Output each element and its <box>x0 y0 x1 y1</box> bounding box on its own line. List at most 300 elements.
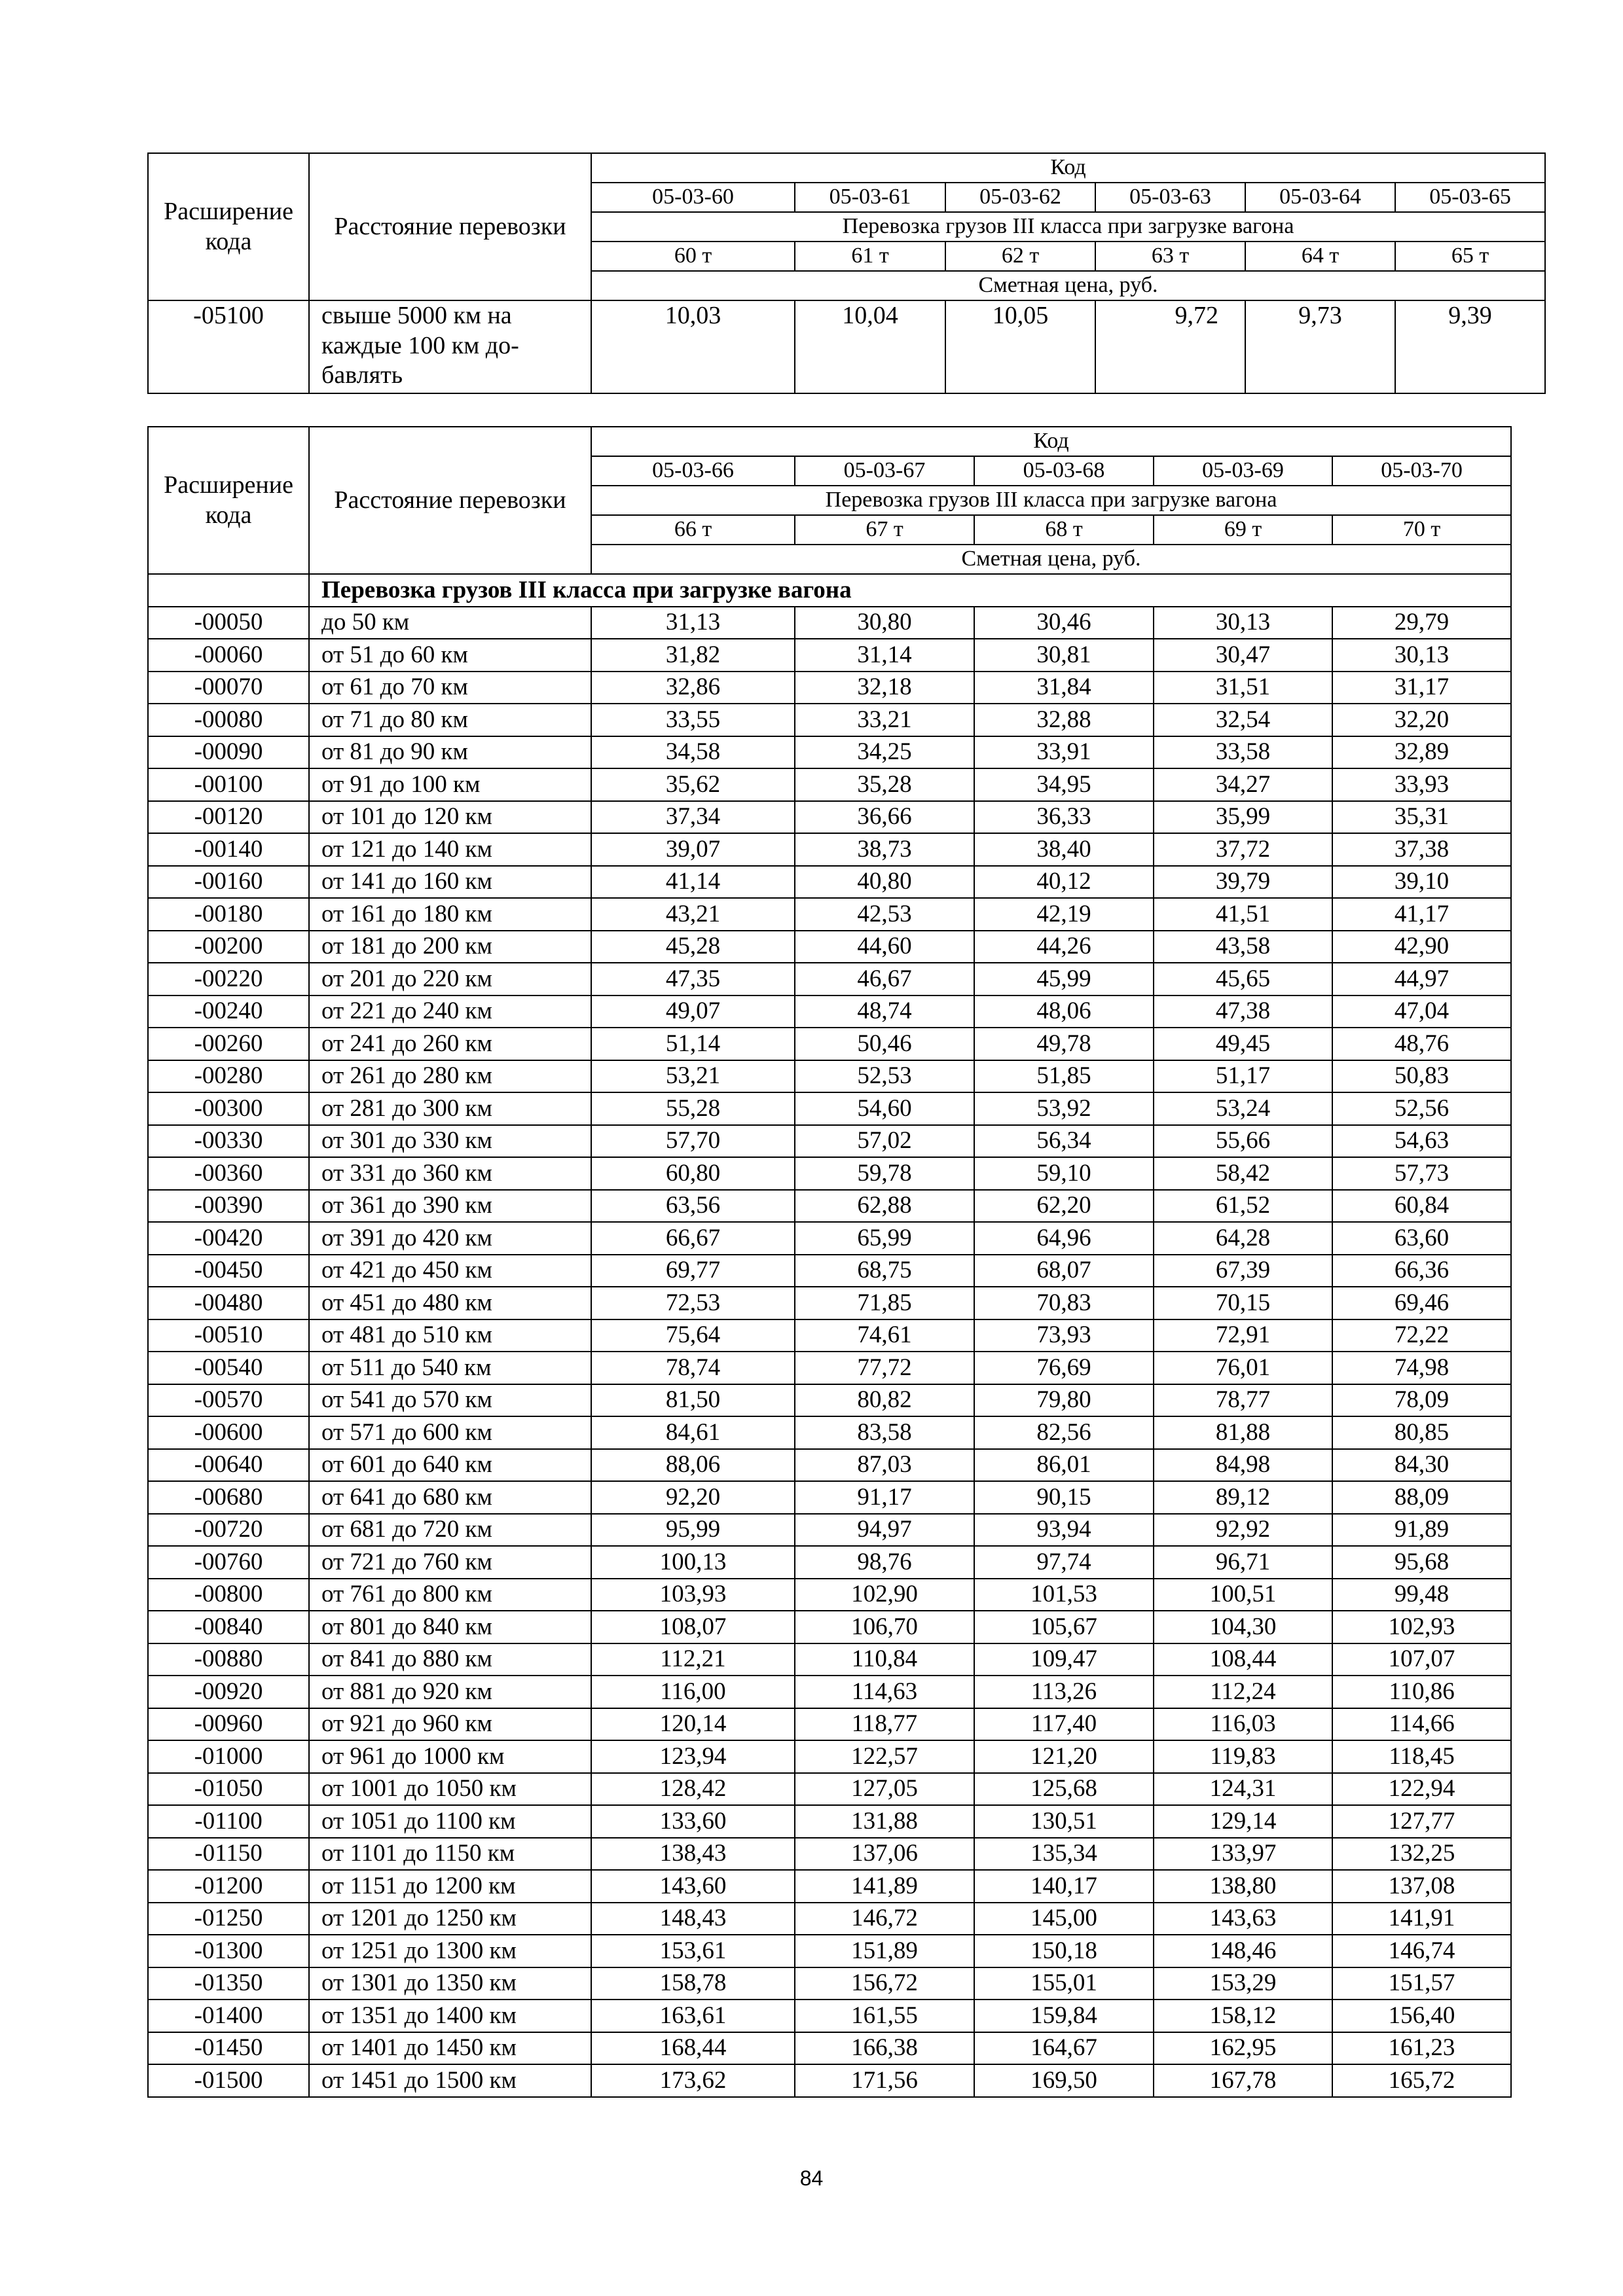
ext-cell: -00200 <box>148 931 309 963</box>
value-cell: 30,80 <box>795 607 974 639</box>
table-row <box>148 1060 1511 1093</box>
value-cell: 108,44 <box>1154 1643 1332 1676</box>
value-cell: 51,17 <box>1154 1060 1332 1093</box>
value-cell: 94,97 <box>795 1514 974 1547</box>
table-row <box>148 866 1511 899</box>
value-cell: 47,38 <box>1154 996 1332 1028</box>
value-cell: 84,61 <box>591 1416 795 1449</box>
header-ext-code: Расширение кода <box>148 153 309 300</box>
value-cell: 59,10 <box>974 1157 1154 1190</box>
value-cell: 37,34 <box>591 801 795 834</box>
table-row <box>148 1611 1511 1643</box>
value-cell: 116,03 <box>1154 1708 1332 1741</box>
ext-cell: -01400 <box>148 2000 309 2032</box>
table-row <box>148 1481 1511 1514</box>
table-row <box>148 1579 1511 1611</box>
value-cell: 137,08 <box>1332 1870 1511 1903</box>
value-cell: 102,90 <box>795 1579 974 1611</box>
value-cell: 81,50 <box>591 1384 795 1417</box>
value-cell: 44,60 <box>795 931 974 963</box>
ext-cell: -00220 <box>148 963 309 996</box>
value-cell: 153,29 <box>1154 1967 1332 2000</box>
header-transport: Перевозка грузов III класса при загрузке вагона <box>591 486 1511 515</box>
value-cell: 108,07 <box>591 1611 795 1643</box>
value-cell: 33,93 <box>1332 768 1511 801</box>
value-cell: 68,75 <box>795 1255 974 1287</box>
value-cell: 112,21 <box>591 1643 795 1676</box>
value-cell: 57,73 <box>1332 1157 1511 1190</box>
value-cell: 36,33 <box>974 801 1154 834</box>
value-cell: 68,07 <box>974 1255 1154 1287</box>
value-cell: 82,56 <box>974 1416 1154 1449</box>
value-cell: 98,76 <box>795 1546 974 1579</box>
value-cell: 67,39 <box>1154 1255 1332 1287</box>
code-cell: 05-03-66 <box>591 456 795 486</box>
table-row <box>148 1222 1511 1255</box>
section-empty-cell <box>148 574 309 607</box>
value-cell: 37,38 <box>1332 833 1511 866</box>
ext-cell: -00390 <box>148 1190 309 1223</box>
table-row <box>148 1287 1511 1319</box>
value-cell: 34,95 <box>974 768 1154 801</box>
value-cell: 69,77 <box>591 1255 795 1287</box>
table-row <box>148 898 1511 931</box>
table-row <box>148 996 1511 1028</box>
table-row <box>148 1125 1511 1158</box>
table-row <box>148 1805 1511 1838</box>
value-cell: 39,10 <box>1332 866 1511 899</box>
distance-cell: от 421 до 450 км <box>309 1255 591 1287</box>
value-cell: 38,40 <box>974 833 1154 866</box>
distance-cell: свыше 5000 км на каждые 100 км до-бавлять <box>309 300 591 393</box>
table-row <box>148 768 1511 801</box>
distance-cell: от 261 до 280 км <box>309 1060 591 1093</box>
value-cell: 121,20 <box>974 1740 1154 1773</box>
value-cell: 123,94 <box>591 1740 795 1773</box>
ext-cell: -01100 <box>148 1805 309 1838</box>
value-cell: 171,56 <box>795 2064 974 2097</box>
table-row <box>148 1967 1511 2000</box>
distance-cell: от 281 до 300 км <box>309 1092 591 1125</box>
value-cell: 88,09 <box>1332 1481 1511 1514</box>
ext-cell: -01150 <box>148 1838 309 1871</box>
value-cell: 150,18 <box>974 1935 1154 1967</box>
value-cell: 35,99 <box>1154 801 1332 834</box>
distance-cell: от 241 до 260 км <box>309 1028 591 1060</box>
value-cell: 76,69 <box>974 1352 1154 1384</box>
value-cell: 53,21 <box>591 1060 795 1093</box>
value-cell: 102,93 <box>1332 1611 1511 1643</box>
value-cell: 48,06 <box>974 996 1154 1028</box>
table-row <box>148 1870 1511 1903</box>
table-row <box>148 1676 1511 1708</box>
ext-cell: -00330 <box>148 1125 309 1158</box>
ext-cell: -00570 <box>148 1384 309 1417</box>
code-cell: 05-03-70 <box>1332 456 1511 486</box>
ext-cell: -00920 <box>148 1676 309 1708</box>
table-row <box>148 801 1511 834</box>
value-cell: 78,77 <box>1154 1384 1332 1417</box>
value-cell: 114,66 <box>1332 1708 1511 1741</box>
value-cell: 95,68 <box>1332 1546 1511 1579</box>
value-cell: 71,85 <box>795 1287 974 1319</box>
distance-cell: от 121 до 140 км <box>309 833 591 866</box>
value-cell: 55,28 <box>591 1092 795 1125</box>
table-row <box>148 672 1511 704</box>
value-cell: 46,67 <box>795 963 974 996</box>
value-cell: 34,27 <box>1154 768 1332 801</box>
value-cell: 118,45 <box>1332 1740 1511 1773</box>
header-code: Код <box>591 153 1545 183</box>
value-cell: 92,20 <box>591 1481 795 1514</box>
value-cell: 156,72 <box>795 1967 974 2000</box>
distance-cell: от 201 до 220 км <box>309 963 591 996</box>
value-cell: 35,28 <box>795 768 974 801</box>
value-cell: 63,56 <box>591 1190 795 1223</box>
load-cell: 62 т <box>945 242 1095 271</box>
ext-cell: -00450 <box>148 1255 309 1287</box>
value-cell: 74,61 <box>795 1319 974 1352</box>
table-row <box>148 1773 1511 1806</box>
value-cell: 29,79 <box>1332 607 1511 639</box>
load-cell: 64 т <box>1245 242 1395 271</box>
code-cell: 05-03-65 <box>1395 183 1545 212</box>
value-cell: 117,40 <box>974 1708 1154 1741</box>
value-cell: 109,47 <box>974 1643 1154 1676</box>
value-cell: 127,05 <box>795 1773 974 1806</box>
value-cell: 70,83 <box>974 1287 1154 1319</box>
ext-cell: -00260 <box>148 1028 309 1060</box>
value-cell: 30,47 <box>1154 639 1332 672</box>
value-cell: 43,58 <box>1154 931 1332 963</box>
ext-cell: -01300 <box>148 1935 309 1967</box>
value-cell: 119,83 <box>1154 1740 1332 1773</box>
section-row <box>148 574 1511 607</box>
value-cell: 112,24 <box>1154 1676 1332 1708</box>
distance-cell: от 141 до 160 км <box>309 866 591 899</box>
value-cell: 101,53 <box>974 1579 1154 1611</box>
header-transport: Перевозка грузов III класса при загрузке вагона <box>591 212 1545 242</box>
value-cell: 47,35 <box>591 963 795 996</box>
code-cell: 05-03-60 <box>591 183 795 212</box>
code-cell: 05-03-68 <box>974 456 1154 486</box>
load-cell: 61 т <box>795 242 945 271</box>
value-cell: 10,05 <box>945 300 1095 393</box>
value-cell: 31,51 <box>1154 672 1332 704</box>
value-cell: 156,40 <box>1332 2000 1511 2032</box>
price-table-2 <box>147 426 1512 2098</box>
value-cell: 78,09 <box>1332 1384 1511 1417</box>
value-cell: 153,61 <box>591 1935 795 1967</box>
ext-cell: -00720 <box>148 1514 309 1547</box>
value-cell: 49,07 <box>591 996 795 1028</box>
table-body <box>148 607 1511 2097</box>
value-cell: 75,64 <box>591 1319 795 1352</box>
ext-cell: -00600 <box>148 1416 309 1449</box>
value-cell: 103,93 <box>591 1579 795 1611</box>
distance-cell: от 961 до 1000 км <box>309 1740 591 1773</box>
value-cell: 145,00 <box>974 1903 1154 1935</box>
value-cell: 137,06 <box>795 1838 974 1871</box>
ext-cell: -00090 <box>148 736 309 769</box>
distance-cell: от 331 до 360 км <box>309 1157 591 1190</box>
distance-cell: от 1201 до 1250 км <box>309 1903 591 1935</box>
distance-cell: от 511 до 540 км <box>309 1352 591 1384</box>
value-cell: 53,24 <box>1154 1092 1332 1125</box>
value-cell: 62,20 <box>974 1190 1154 1223</box>
ext-cell: -00050 <box>148 607 309 639</box>
value-cell: 133,97 <box>1154 1838 1332 1871</box>
distance-cell: от 391 до 420 км <box>309 1222 591 1255</box>
value-cell: 158,78 <box>591 1967 795 2000</box>
value-cell: 69,46 <box>1332 1287 1511 1319</box>
value-cell: 141,89 <box>795 1870 974 1903</box>
value-cell: 61,52 <box>1154 1190 1332 1223</box>
value-cell: 30,81 <box>974 639 1154 672</box>
value-cell: 143,63 <box>1154 1903 1332 1935</box>
value-cell: 113,26 <box>974 1676 1154 1708</box>
table-row <box>148 1740 1511 1773</box>
value-cell: 51,14 <box>591 1028 795 1060</box>
value-cell: 9,39 <box>1395 300 1545 393</box>
value-cell: 131,88 <box>795 1805 974 1838</box>
value-cell: 148,46 <box>1154 1935 1332 1967</box>
value-cell: 10,03 <box>591 300 795 393</box>
ext-cell: -01000 <box>148 1740 309 1773</box>
value-cell: 143,60 <box>591 1870 795 1903</box>
table-row <box>148 931 1511 963</box>
value-cell: 95,99 <box>591 1514 795 1547</box>
distance-cell: от 1251 до 1300 км <box>309 1935 591 1967</box>
value-cell: 128,42 <box>591 1773 795 1806</box>
ext-cell: -00510 <box>148 1319 309 1352</box>
distance-cell: от 161 до 180 км <box>309 898 591 931</box>
value-cell: 151,89 <box>795 1935 974 1967</box>
distance-cell: от 1401 до 1450 км <box>309 2032 591 2065</box>
table-row <box>148 1255 1511 1287</box>
value-cell: 118,77 <box>795 1708 974 1741</box>
distance-cell: от 571 до 600 км <box>309 1416 591 1449</box>
ext-cell: -01200 <box>148 1870 309 1903</box>
ext-cell: -00800 <box>148 1579 309 1611</box>
ext-cell: -00280 <box>148 1060 309 1093</box>
value-cell: 70,15 <box>1154 1287 1332 1319</box>
value-cell: 49,45 <box>1154 1028 1332 1060</box>
value-cell: 42,53 <box>795 898 974 931</box>
ext-cell: -00160 <box>148 866 309 899</box>
value-cell: 114,63 <box>795 1676 974 1708</box>
value-cell: 151,57 <box>1332 1967 1511 2000</box>
value-cell: 166,38 <box>795 2032 974 2065</box>
value-cell: 80,85 <box>1332 1416 1511 1449</box>
value-cell: 162,95 <box>1154 2032 1332 2065</box>
value-cell: 41,17 <box>1332 898 1511 931</box>
distance-cell: от 301 до 330 км <box>309 1125 591 1158</box>
table-row <box>148 1384 1511 1417</box>
distance-cell: от 1301 до 1350 км <box>309 1967 591 2000</box>
value-cell: 100,51 <box>1154 1579 1332 1611</box>
value-cell: 42,19 <box>974 898 1154 931</box>
value-cell: 91,89 <box>1332 1514 1511 1547</box>
value-cell: 86,01 <box>974 1449 1154 1482</box>
ext-cell: -00080 <box>148 704 309 736</box>
value-cell: 32,18 <box>795 672 974 704</box>
value-cell: 63,60 <box>1332 1222 1511 1255</box>
ext-cell: -00300 <box>148 1092 309 1125</box>
value-cell: 138,43 <box>591 1838 795 1871</box>
code-cell: 05-03-67 <box>795 456 974 486</box>
value-cell: 31,13 <box>591 607 795 639</box>
load-cell: 60 т <box>591 242 795 271</box>
value-cell: 60,80 <box>591 1157 795 1190</box>
value-cell: 32,88 <box>974 704 1154 736</box>
value-cell: 159,84 <box>974 2000 1154 2032</box>
value-cell: 39,07 <box>591 833 795 866</box>
ext-cell: -00840 <box>148 1611 309 1643</box>
value-cell: 58,42 <box>1154 1157 1332 1190</box>
value-cell: 48,74 <box>795 996 974 1028</box>
ext-cell: -00060 <box>148 639 309 672</box>
value-cell: 135,34 <box>974 1838 1154 1871</box>
value-cell: 51,85 <box>974 1060 1154 1093</box>
value-cell: 105,67 <box>974 1611 1154 1643</box>
table-row <box>148 1514 1511 1547</box>
value-cell: 72,22 <box>1332 1319 1511 1352</box>
value-cell: 32,54 <box>1154 704 1332 736</box>
value-cell: 140,17 <box>974 1870 1154 1903</box>
value-cell: 38,73 <box>795 833 974 866</box>
ext-cell: -00960 <box>148 1708 309 1741</box>
distance-cell: от 91 до 100 км <box>309 768 591 801</box>
code-cell: 05-03-61 <box>795 183 945 212</box>
table-row <box>148 1643 1511 1676</box>
value-cell: 173,62 <box>591 2064 795 2097</box>
value-cell: 130,51 <box>974 1805 1154 1838</box>
table-row <box>148 704 1511 736</box>
value-cell: 62,88 <box>795 1190 974 1223</box>
value-cell: 132,25 <box>1332 1838 1511 1871</box>
value-cell: 55,66 <box>1154 1125 1332 1158</box>
value-cell: 122,57 <box>795 1740 974 1773</box>
value-cell: 33,21 <box>795 704 974 736</box>
table-row <box>148 1449 1511 1482</box>
ext-cell: -00360 <box>148 1157 309 1190</box>
table-row <box>148 1838 1511 1871</box>
distance-cell: до 50 км <box>309 607 591 639</box>
value-cell: 106,70 <box>795 1611 974 1643</box>
value-cell: 60,84 <box>1332 1190 1511 1223</box>
value-cell: 110,86 <box>1332 1676 1511 1708</box>
value-cell: 33,91 <box>974 736 1154 769</box>
value-cell: 40,80 <box>795 866 974 899</box>
value-cell: 104,30 <box>1154 1611 1332 1643</box>
ext-cell: -00540 <box>148 1352 309 1384</box>
value-cell: 161,23 <box>1332 2032 1511 2065</box>
value-cell: 164,67 <box>974 2032 1154 2065</box>
code-cell: 05-03-62 <box>945 183 1095 212</box>
table-row <box>148 1708 1511 1741</box>
ext-cell: -00760 <box>148 1546 309 1579</box>
value-cell: 33,58 <box>1154 736 1332 769</box>
header-price: Сметная цена, руб. <box>591 271 1545 300</box>
value-cell: 99,48 <box>1332 1579 1511 1611</box>
value-cell: 45,65 <box>1154 963 1332 996</box>
value-cell: 83,58 <box>795 1416 974 1449</box>
value-cell: 54,60 <box>795 1092 974 1125</box>
table-row <box>148 1546 1511 1579</box>
table-row <box>148 1416 1511 1449</box>
distance-cell: от 181 до 200 км <box>309 931 591 963</box>
value-cell: 49,78 <box>974 1028 1154 1060</box>
value-cell: 92,92 <box>1154 1514 1332 1547</box>
header-distance: Расстояние перевозки <box>309 153 591 300</box>
load-cell: 66 т <box>591 515 795 545</box>
value-cell: 35,31 <box>1332 801 1511 834</box>
value-cell: 74,98 <box>1332 1352 1511 1384</box>
value-cell: 138,80 <box>1154 1870 1332 1903</box>
distance-cell: от 451 до 480 км <box>309 1287 591 1319</box>
value-cell: 41,51 <box>1154 898 1332 931</box>
value-cell: 77,72 <box>795 1352 974 1384</box>
load-cell: 65 т <box>1395 242 1545 271</box>
value-cell: 31,17 <box>1332 672 1511 704</box>
code-cell: 05-03-64 <box>1245 183 1395 212</box>
value-cell: 33,55 <box>591 704 795 736</box>
value-cell: 73,93 <box>974 1319 1154 1352</box>
value-cell: 56,34 <box>974 1125 1154 1158</box>
distance-cell: от 721 до 760 км <box>309 1546 591 1579</box>
code-cell: 05-03-69 <box>1154 456 1332 486</box>
ext-cell: -00680 <box>148 1481 309 1514</box>
value-cell: 48,76 <box>1332 1028 1511 1060</box>
table-row <box>148 1190 1511 1223</box>
distance-cell: от 61 до 70 км <box>309 672 591 704</box>
code-cell: 05-03-63 <box>1095 183 1245 212</box>
value-cell: 133,60 <box>591 1805 795 1838</box>
value-cell: 45,99 <box>974 963 1154 996</box>
table-row <box>148 2000 1511 2032</box>
table-row <box>148 1028 1511 1060</box>
distance-cell: от 361 до 390 км <box>309 1190 591 1223</box>
value-cell: 50,83 <box>1332 1060 1511 1093</box>
value-cell: 165,72 <box>1332 2064 1511 2097</box>
value-cell: 89,12 <box>1154 1481 1332 1514</box>
value-cell: 57,70 <box>591 1125 795 1158</box>
distance-cell: от 541 до 570 км <box>309 1384 591 1417</box>
price-table-1 <box>147 152 1546 394</box>
load-cell: 68 т <box>974 515 1154 545</box>
value-cell: 96,71 <box>1154 1546 1332 1579</box>
table-row <box>148 1352 1511 1384</box>
table-row <box>148 2064 1511 2097</box>
table-row <box>148 963 1511 996</box>
table-row <box>148 300 1545 393</box>
table-row <box>148 1903 1511 1935</box>
value-cell: 146,72 <box>795 1903 974 1935</box>
value-cell: 43,21 <box>591 898 795 931</box>
distance-cell: от 1001 до 1050 км <box>309 1773 591 1806</box>
distance-cell: от 71 до 80 км <box>309 704 591 736</box>
value-cell: 31,14 <box>795 639 974 672</box>
value-cell: 158,12 <box>1154 2000 1332 2032</box>
value-cell: 120,14 <box>591 1708 795 1741</box>
value-cell: 44,97 <box>1332 963 1511 996</box>
value-cell: 10,04 <box>795 300 945 393</box>
value-cell: 87,03 <box>795 1449 974 1482</box>
value-cell: 32,89 <box>1332 736 1511 769</box>
ext-cell: -00140 <box>148 833 309 866</box>
value-cell: 64,28 <box>1154 1222 1332 1255</box>
